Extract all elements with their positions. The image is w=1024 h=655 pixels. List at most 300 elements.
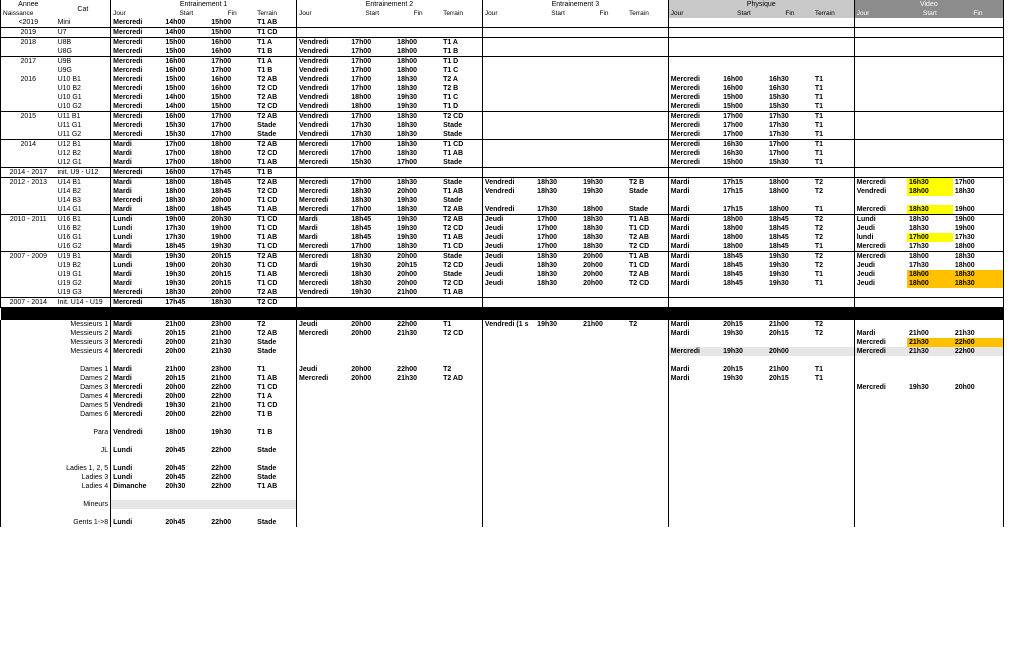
physique-jour-cell[interactable]: Mardi: [668, 270, 721, 279]
video-jour-cell[interactable]: Jeudi: [854, 224, 907, 233]
physique-start-cell[interactable]: 18h45: [723, 262, 743, 269]
e3-terrain-cell[interactable]: [627, 410, 668, 419]
e1-fin-cell[interactable]: 22h00: [211, 447, 232, 454]
e3-terrain-cell[interactable]: T1 CD: [628, 262, 650, 269]
physique-start-cell[interactable]: 17h00: [721, 112, 767, 122]
e3-fin-cell[interactable]: [581, 140, 627, 150]
e2-start-cell[interactable]: [349, 446, 395, 455]
e3-start-cell[interactable]: 19h30: [537, 321, 558, 328]
video-start-cell[interactable]: [907, 401, 953, 410]
physique-jour-cell[interactable]: [668, 298, 721, 308]
e2-fin-cell[interactable]: 21h30: [397, 375, 418, 382]
physique-jour-cell[interactable]: [668, 57, 721, 67]
e1-terrain-cell[interactable]: Stade: [257, 474, 277, 481]
video-jour-cell[interactable]: [854, 464, 907, 473]
e3-fin-cell[interactable]: [581, 168, 627, 178]
physique-fin-cell[interactable]: 21h00: [768, 321, 789, 328]
video-start-cell[interactable]: [907, 47, 953, 57]
video-fin-cell[interactable]: [953, 47, 1004, 57]
e2-fin-cell[interactable]: 20h00: [397, 280, 418, 287]
video-fin-cell[interactable]: 22h00: [953, 338, 1004, 347]
video-jour-cell[interactable]: Jeudi: [854, 279, 907, 288]
physique-terrain-cell[interactable]: T1: [814, 159, 824, 166]
physique-jour-cell[interactable]: Mardi: [668, 365, 721, 374]
e1-terrain-cell[interactable]: T2 AB: [255, 178, 296, 188]
e3-jour-cell[interactable]: Vendredi (1 s: [482, 320, 535, 329]
e1-jour-cell[interactable]: Mercredi: [111, 168, 164, 178]
physique-start-cell[interactable]: [721, 482, 767, 491]
e1-fin-cell[interactable]: 18h30: [209, 298, 255, 308]
physique-fin-cell[interactable]: 18h00: [767, 178, 813, 188]
physique-jour-cell[interactable]: Mercredi: [668, 121, 721, 130]
e2-start-cell[interactable]: 18h00: [351, 94, 372, 101]
physique-terrain-cell[interactable]: [813, 288, 854, 298]
physique-fin-cell[interactable]: [767, 401, 813, 410]
e1-jour-cell[interactable]: Mercredi: [111, 347, 164, 356]
physique-fin-cell[interactable]: [767, 298, 813, 308]
physique-fin-cell[interactable]: [767, 446, 813, 455]
e1-empty-cell[interactable]: [163, 500, 209, 509]
physique-jour-cell[interactable]: Mardi: [668, 279, 721, 288]
physique-terrain-cell[interactable]: [813, 196, 854, 205]
e2-fin-cell[interactable]: [395, 401, 441, 410]
e3-start-cell[interactable]: [535, 28, 581, 38]
physique-fin-cell[interactable]: 15h30: [768, 103, 789, 110]
e1-terrain-cell[interactable]: T2: [257, 321, 266, 328]
physique-terrain-cell[interactable]: T2: [813, 215, 854, 225]
e2-start-cell[interactable]: 18h30: [351, 188, 372, 195]
e1-fin-cell[interactable]: 18h00: [209, 140, 255, 150]
e1-fin-cell[interactable]: 22h00: [211, 411, 232, 418]
video-jour-cell[interactable]: [854, 121, 907, 130]
e3-start-cell[interactable]: 18h30: [537, 271, 558, 278]
e1-jour-cell[interactable]: Mardi: [111, 279, 164, 288]
e2-fin-cell[interactable]: 18h00: [395, 57, 441, 67]
physique-start-cell[interactable]: [721, 410, 767, 419]
e3-terrain-cell[interactable]: Stade: [628, 188, 649, 195]
physique-fin-cell[interactable]: 17h30: [768, 122, 789, 129]
e3-fin-cell[interactable]: [581, 298, 627, 308]
e3-jour-cell[interactable]: Jeudi: [482, 252, 535, 262]
e1-jour-cell[interactable]: Mercredi: [111, 383, 164, 392]
e2-jour-cell[interactable]: Mercredi: [297, 178, 350, 188]
e2-start-cell[interactable]: [349, 28, 395, 38]
e1-jour-cell[interactable]: Mercredi: [111, 38, 164, 48]
video-fin-cell[interactable]: [953, 121, 1004, 130]
e1-start-cell[interactable]: 19h30: [165, 402, 186, 409]
physique-jour-cell[interactable]: Mardi: [668, 320, 721, 329]
video-jour-cell[interactable]: Jeudi: [854, 261, 907, 270]
physique-start-cell[interactable]: 19h30: [723, 330, 743, 337]
e1-start-cell[interactable]: 18h30: [165, 289, 186, 296]
e2-terrain-cell[interactable]: T1 CD: [441, 140, 482, 150]
e3-terrain-cell[interactable]: T2 CD: [628, 243, 650, 250]
video-fin-cell[interactable]: [953, 428, 1004, 437]
video-jour-cell[interactable]: Mercredi: [854, 252, 907, 262]
e2-fin-cell[interactable]: 18h30: [397, 243, 418, 250]
e1-terrain-cell[interactable]: T2 AB: [255, 252, 296, 262]
video-start-cell[interactable]: 18h30: [908, 225, 929, 232]
e2-start-cell[interactable]: 20h00: [351, 375, 372, 382]
e2-start-cell[interactable]: [349, 168, 395, 178]
e3-fin-cell[interactable]: [581, 84, 627, 93]
physique-jour-cell[interactable]: Mardi: [668, 205, 721, 215]
video-fin-cell[interactable]: 20h00: [953, 383, 1004, 392]
e3-terrain-cell[interactable]: [627, 102, 668, 112]
e1-jour-cell[interactable]: Mercredi: [111, 47, 164, 57]
e1-start-cell[interactable]: 20h00: [165, 393, 186, 400]
video-fin-cell[interactable]: [953, 288, 1004, 298]
physique-start-cell[interactable]: [721, 428, 767, 437]
e3-fin-cell[interactable]: 21h00: [583, 321, 603, 328]
e1-terrain-cell[interactable]: T2 CD: [257, 103, 278, 110]
e2-jour-cell[interactable]: Mercredi: [297, 205, 350, 215]
e1-jour-cell[interactable]: Mardi: [111, 158, 164, 168]
e1-terrain-cell[interactable]: T1 AB: [257, 483, 278, 490]
video-jour-cell[interactable]: [854, 47, 907, 57]
e1-start-cell[interactable]: 16h00: [163, 112, 209, 122]
physique-fin-cell[interactable]: [767, 338, 813, 347]
physique-jour-cell[interactable]: [668, 66, 721, 75]
e2-fin-cell[interactable]: 18h00: [395, 38, 441, 48]
e3-terrain-cell[interactable]: [627, 149, 668, 158]
e1-jour-cell[interactable]: Mercredi: [111, 66, 164, 75]
e1-fin-cell[interactable]: 21h00: [211, 375, 232, 382]
e2-jour-cell[interactable]: [297, 28, 350, 38]
physique-start-cell[interactable]: [721, 401, 767, 410]
e1-fin-cell[interactable]: 18h45: [209, 178, 255, 188]
e3-jour-cell[interactable]: Jeudi: [482, 270, 535, 279]
e3-jour-cell[interactable]: Jeudi: [482, 224, 535, 233]
video-jour-cell[interactable]: Mercredi: [854, 178, 907, 188]
e2-fin-cell[interactable]: 19h30: [397, 94, 418, 101]
physique-jour-cell[interactable]: [668, 338, 721, 347]
e2-terrain-cell[interactable]: T1 AB: [443, 289, 464, 296]
e1-terrain-cell[interactable]: Stade: [257, 447, 277, 454]
video-fin-cell[interactable]: [953, 473, 1004, 482]
e2-jour-cell[interactable]: [297, 401, 350, 410]
e3-start-cell[interactable]: [535, 130, 581, 140]
physique-fin-cell[interactable]: [767, 392, 813, 401]
e1-empty-cell[interactable]: [111, 500, 164, 509]
e1-start-cell[interactable]: 18h00: [163, 178, 209, 188]
e1-empty-cell[interactable]: [209, 500, 255, 509]
e3-terrain-cell[interactable]: [627, 75, 668, 84]
e1-fin-cell[interactable]: 17h00: [211, 122, 232, 129]
e1-fin-cell[interactable]: 15h00: [209, 28, 255, 38]
e2-terrain-cell[interactable]: T2 CD: [443, 225, 464, 232]
e3-fin-cell[interactable]: [581, 365, 627, 374]
video-jour-cell[interactable]: lundi: [854, 233, 907, 242]
physique-fin-cell[interactable]: [767, 428, 813, 437]
physique-terrain-cell[interactable]: T1: [814, 131, 824, 138]
e3-jour-cell[interactable]: [482, 75, 535, 84]
physique-jour-cell[interactable]: [668, 401, 721, 410]
physique-start-cell[interactable]: [721, 168, 767, 178]
e3-start-cell[interactable]: [535, 446, 581, 455]
e3-jour-cell[interactable]: [482, 130, 535, 140]
e2-terrain-cell[interactable]: T1 B: [443, 48, 459, 55]
physique-start-cell[interactable]: 15h00: [723, 103, 743, 110]
e3-fin-cell[interactable]: [581, 482, 627, 491]
video-fin-cell[interactable]: 17h00: [953, 178, 1004, 188]
e1-fin-cell[interactable]: 19h30: [211, 243, 232, 250]
video-fin-cell[interactable]: [953, 149, 1004, 158]
video-fin-cell[interactable]: 19h00: [953, 215, 1004, 225]
e1-terrain-cell[interactable]: T2 CD: [255, 298, 296, 308]
physique-fin-cell[interactable]: [767, 66, 813, 75]
e3-start-cell[interactable]: 17h30: [537, 206, 558, 213]
video-jour-cell[interactable]: [854, 446, 907, 455]
e2-jour-cell[interactable]: Vendredi: [297, 66, 350, 75]
video-fin-cell[interactable]: [953, 500, 1004, 509]
e2-fin-cell[interactable]: [395, 428, 441, 437]
e2-fin-cell[interactable]: 19h30: [397, 234, 418, 241]
video-start-cell[interactable]: [907, 320, 953, 329]
physique-start-cell[interactable]: 18h45: [721, 252, 767, 262]
e3-terrain-cell[interactable]: [627, 473, 668, 482]
physique-jour-cell[interactable]: [668, 288, 721, 298]
physique-jour-cell[interactable]: Mardi: [668, 178, 721, 188]
e3-jour-cell[interactable]: Jeudi: [482, 242, 535, 252]
e2-jour-cell[interactable]: Jeudi: [297, 365, 350, 374]
physique-start-cell[interactable]: [721, 66, 767, 75]
e2-start-cell[interactable]: [349, 410, 395, 419]
e2-fin-cell[interactable]: [395, 482, 441, 491]
physique-fin-cell[interactable]: [767, 383, 813, 392]
e2-jour-cell[interactable]: [297, 18, 350, 28]
e1-terrain-cell[interactable]: T1 AB: [257, 19, 278, 26]
e2-jour-cell[interactable]: [297, 473, 350, 482]
e3-fin-cell[interactable]: 18h30: [583, 225, 603, 232]
e2-fin-cell[interactable]: [395, 18, 441, 28]
e1-jour-cell[interactable]: Lundi: [111, 473, 164, 482]
e1-terrain-cell[interactable]: T1 CD: [255, 215, 296, 225]
e2-jour-cell[interactable]: Vendredi: [297, 93, 350, 102]
video-start-cell[interactable]: [907, 38, 953, 48]
physique-jour-cell[interactable]: [668, 500, 721, 509]
e3-fin-cell[interactable]: [581, 93, 627, 102]
video-fin-cell[interactable]: [953, 168, 1004, 178]
e2-terrain-cell[interactable]: [441, 482, 482, 491]
e2-start-cell[interactable]: 18h30: [351, 197, 372, 204]
physique-fin-cell[interactable]: 20h15: [768, 375, 789, 382]
e3-start-cell[interactable]: [535, 374, 581, 383]
e2-start-cell[interactable]: 17h00: [351, 67, 372, 74]
e1-start-cell[interactable]: 16h00: [163, 168, 209, 178]
e1-start-cell[interactable]: 17h00: [165, 150, 186, 157]
e1-fin-cell[interactable]: 15h00: [211, 103, 232, 110]
e2-start-cell[interactable]: 17h00: [351, 48, 372, 55]
e3-start-cell[interactable]: [535, 383, 581, 392]
e3-start-cell[interactable]: [535, 482, 581, 491]
e2-terrain-cell[interactable]: [441, 338, 482, 347]
physique-jour-cell[interactable]: Mardi: [668, 374, 721, 383]
e2-start-cell[interactable]: [349, 482, 395, 491]
video-jour-cell[interactable]: [854, 93, 907, 102]
e2-start-cell[interactable]: 18h00: [351, 103, 372, 110]
e3-fin-cell[interactable]: 18h00: [583, 206, 603, 213]
video-jour-cell[interactable]: [854, 84, 907, 93]
e1-terrain-cell[interactable]: T2 AB: [257, 330, 278, 337]
e3-terrain-cell[interactable]: [627, 196, 668, 205]
e2-jour-cell[interactable]: [297, 298, 350, 308]
e2-terrain-cell[interactable]: T2 B: [443, 85, 459, 92]
physique-fin-cell[interactable]: 18h45: [768, 243, 789, 250]
video-start-cell[interactable]: 17h30: [908, 262, 929, 269]
e2-start-cell[interactable]: 17h00: [349, 178, 395, 188]
e3-jour-cell[interactable]: [482, 329, 535, 338]
e3-start-cell[interactable]: [535, 121, 581, 130]
e2-terrain-cell[interactable]: T1 D: [443, 103, 459, 110]
e1-jour-cell[interactable]: Mercredi: [111, 112, 164, 122]
physique-terrain-cell[interactable]: [813, 28, 854, 38]
e2-terrain-cell[interactable]: [441, 392, 482, 401]
e1-jour-cell[interactable]: Mercredi: [111, 338, 164, 347]
e1-fin-cell[interactable]: 21h30: [211, 339, 232, 346]
e3-start-cell[interactable]: [535, 158, 581, 168]
e1-fin-cell[interactable]: 16h00: [211, 85, 232, 92]
video-start-cell[interactable]: [907, 298, 953, 308]
e2-jour-cell[interactable]: Mardi: [297, 215, 350, 225]
e3-terrain-cell[interactable]: [627, 401, 668, 410]
e1-fin-cell[interactable]: 22h00: [211, 519, 232, 526]
e3-terrain-cell[interactable]: [627, 482, 668, 491]
physique-fin-cell[interactable]: 21h00: [768, 366, 789, 373]
e3-terrain-cell[interactable]: [627, 383, 668, 392]
e2-fin-cell[interactable]: 18h30: [397, 76, 418, 83]
physique-jour-cell[interactable]: Mercredi: [668, 75, 721, 84]
physique-terrain-cell[interactable]: T2: [814, 330, 824, 337]
e1-jour-cell[interactable]: Mercredi: [111, 93, 164, 102]
e2-jour-cell[interactable]: [297, 410, 350, 419]
e3-terrain-cell[interactable]: [627, 158, 668, 168]
physique-jour-cell[interactable]: Mercredi: [668, 347, 721, 356]
e1-jour-cell[interactable]: Dimanche: [111, 482, 164, 491]
e1-start-cell[interactable]: 19h00: [165, 262, 186, 269]
e2-start-cell[interactable]: 17h00: [349, 112, 395, 122]
video-fin-cell[interactable]: [953, 38, 1004, 48]
video-fin-cell[interactable]: [953, 518, 1004, 527]
video-fin-cell[interactable]: [953, 158, 1004, 168]
physique-terrain-cell[interactable]: T2: [814, 225, 824, 232]
e3-fin-cell[interactable]: [581, 28, 627, 38]
e3-start-cell[interactable]: [535, 338, 581, 347]
video-jour-cell[interactable]: [854, 28, 907, 38]
e2-jour-cell[interactable]: Mercredi: [297, 374, 350, 383]
e3-jour-cell[interactable]: [482, 401, 535, 410]
physique-jour-cell[interactable]: [668, 482, 721, 491]
e2-terrain-cell[interactable]: T1 AB: [443, 188, 464, 195]
video-fin-cell[interactable]: 21h30: [953, 329, 1004, 338]
e2-terrain-cell[interactable]: T2 CD: [443, 330, 464, 337]
e2-jour-cell[interactable]: Mercredi: [297, 149, 350, 158]
video-fin-cell[interactable]: [953, 196, 1004, 205]
e3-start-cell[interactable]: [535, 365, 581, 374]
physique-fin-cell[interactable]: [767, 518, 813, 527]
e2-fin-cell[interactable]: 20h00: [397, 188, 418, 195]
e3-terrain-cell[interactable]: T2: [628, 321, 638, 328]
e3-jour-cell[interactable]: [482, 288, 535, 298]
e3-fin-cell[interactable]: [581, 102, 627, 112]
physique-fin-cell[interactable]: [767, 410, 813, 419]
physique-fin-cell[interactable]: 18h00: [768, 188, 789, 195]
e1-terrain-cell[interactable]: T2 CD: [257, 150, 278, 157]
physique-start-cell[interactable]: 20h15: [723, 321, 743, 328]
e1-jour-cell[interactable]: Mardi: [111, 252, 164, 262]
e1-start-cell[interactable]: 16h00: [165, 67, 186, 74]
video-jour-cell[interactable]: Vendredi: [854, 187, 907, 196]
e3-terrain-cell[interactable]: [627, 84, 668, 93]
video-fin-cell[interactable]: [953, 320, 1004, 329]
e1-fin-cell[interactable]: 19h00: [211, 225, 232, 232]
physique-start-cell[interactable]: [721, 298, 767, 308]
e2-terrain-cell[interactable]: [441, 428, 482, 437]
e2-fin-cell[interactable]: 18h30: [397, 122, 418, 129]
e1-terrain-cell[interactable]: Stade: [257, 122, 277, 129]
e2-start-cell[interactable]: 17h00: [349, 57, 395, 67]
e3-fin-cell[interactable]: [581, 500, 627, 509]
video-start-cell[interactable]: 18h00: [907, 279, 953, 288]
e3-terrain-cell[interactable]: T1 AB: [627, 215, 668, 225]
e1-jour-cell[interactable]: Lundi: [111, 446, 164, 455]
physique-start-cell[interactable]: [721, 196, 767, 205]
physique-fin-cell[interactable]: 19h30: [767, 252, 813, 262]
video-fin-cell[interactable]: 18h30: [953, 270, 1004, 279]
physique-fin-cell[interactable]: 16h30: [768, 85, 789, 92]
e3-fin-cell[interactable]: [581, 392, 627, 401]
e3-jour-cell[interactable]: Jeudi: [482, 215, 535, 225]
physique-jour-cell[interactable]: Mercredi: [668, 158, 721, 168]
e3-terrain-cell[interactable]: [627, 93, 668, 102]
e2-terrain-cell[interactable]: T1 A: [441, 38, 482, 48]
physique-start-cell[interactable]: 17h00: [723, 131, 743, 138]
e2-terrain-cell[interactable]: [441, 500, 482, 509]
e3-terrain-cell[interactable]: [627, 338, 668, 347]
e1-fin-cell[interactable]: 20h00: [211, 289, 232, 296]
e1-start-cell[interactable]: 19h30: [163, 252, 209, 262]
e3-fin-cell[interactable]: [581, 66, 627, 75]
e3-terrain-cell[interactable]: [627, 140, 668, 150]
e2-start-cell[interactable]: 18h30: [351, 280, 372, 287]
e3-jour-cell[interactable]: [482, 121, 535, 130]
e3-terrain-cell[interactable]: [627, 428, 668, 437]
physique-fin-cell[interactable]: 18h00: [768, 206, 789, 213]
e2-jour-cell[interactable]: Mercredi: [297, 196, 350, 205]
physique-start-cell[interactable]: 19h30: [721, 347, 767, 356]
physique-fin-cell[interactable]: 18h45: [767, 215, 813, 225]
physique-terrain-cell[interactable]: T1: [813, 112, 854, 122]
e1-jour-cell[interactable]: Mardi: [111, 242, 164, 252]
video-start-cell[interactable]: [907, 149, 953, 158]
e3-jour-cell[interactable]: [482, 428, 535, 437]
video-fin-cell[interactable]: [953, 57, 1004, 67]
e3-fin-cell[interactable]: [581, 401, 627, 410]
e3-terrain-cell[interactable]: T2 AB: [628, 234, 649, 241]
video-start-cell[interactable]: 18h00: [907, 187, 953, 196]
e2-jour-cell[interactable]: [297, 482, 350, 491]
e3-jour-cell[interactable]: [482, 464, 535, 473]
physique-fin-cell[interactable]: [767, 47, 813, 57]
physique-fin-cell[interactable]: [767, 18, 813, 28]
video-start-cell[interactable]: [907, 428, 953, 437]
e3-terrain-cell[interactable]: [627, 347, 668, 356]
e3-start-cell[interactable]: [535, 500, 581, 509]
e1-jour-cell[interactable]: Mardi: [111, 365, 164, 374]
video-jour-cell[interactable]: [854, 75, 907, 84]
video-jour-cell[interactable]: [854, 500, 907, 509]
video-start-cell[interactable]: 21h00: [908, 330, 929, 337]
